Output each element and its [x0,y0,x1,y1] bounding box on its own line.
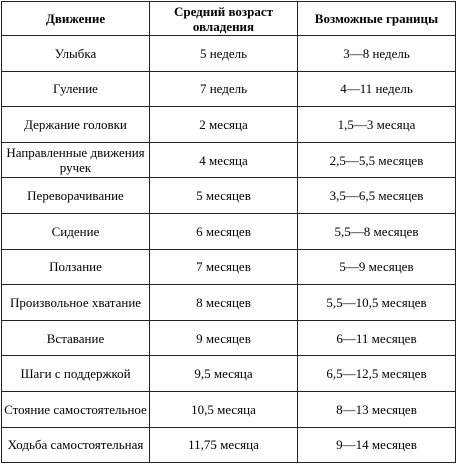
table-row [2,71,456,107]
motor-development-table [1,1,456,463]
cell-movement: Произвольное хватание [2,285,150,321]
table-row [2,427,456,463]
cell-average-age: 8 месяцев [150,285,298,321]
cell-average-age: 10,5 месяца [150,391,298,427]
cell-average-age: 11,75 месяца [150,427,298,463]
header-movement: Движение [2,2,150,36]
cell-movement: Ползание [2,249,150,285]
table-row [2,320,456,356]
cell-movement: Ходьба самостоятельная [2,427,150,463]
cell-possible-range: 2,5—5,5 месяцев [298,142,456,178]
cell-possible-range: 9—14 месяцев [298,427,456,463]
table-row [2,107,456,143]
cell-average-age: 4 месяца [150,142,298,178]
cell-possible-range: 5,5—10,5 месяцев [298,285,456,321]
cell-average-age: 2 месяца [150,107,298,143]
cell-movement: Стояние самостоятельное [2,391,150,427]
cell-possible-range: 5,5—8 месяцев [298,213,456,249]
header-average-age: Средний возраст овладения [150,2,298,36]
cell-movement: Направленные движения ручек [2,142,150,178]
cell-possible-range: 1,5—3 месяца [298,107,456,143]
cell-movement: Сидение [2,213,150,249]
cell-movement: Переворачивание [2,178,150,214]
cell-average-age: 9,5 месяца [150,356,298,392]
cell-possible-range: 3,5—6,5 месяцев [298,178,456,214]
cell-average-age: 7 месяцев [150,249,298,285]
cell-movement: Улыбка [2,36,150,72]
table-row [2,36,456,72]
cell-movement: Гуление [2,71,150,107]
cell-possible-range: 6—11 месяцев [298,320,456,356]
table-row [2,356,456,392]
table-row [2,249,456,285]
table-header-row [2,2,456,36]
cell-possible-range: 6,5—12,5 месяцев [298,356,456,392]
table-row [2,142,456,178]
cell-possible-range: 8—13 месяцев [298,391,456,427]
cell-possible-range: 3—8 недель [298,36,456,72]
table-row [2,213,456,249]
cell-average-age: 9 месяцев [150,320,298,356]
table-row [2,178,456,214]
cell-possible-range: 4—11 недель [298,71,456,107]
table-row [2,285,456,321]
cell-average-age: 5 недель [150,36,298,72]
table-row [2,391,456,427]
cell-possible-range: 5—9 месяцев [298,249,456,285]
cell-average-age: 7 недель [150,71,298,107]
cell-average-age: 6 месяцев [150,213,298,249]
cell-movement: Держание головки [2,107,150,143]
header-possible-range: Возможные границы [298,2,456,36]
cell-movement: Вставание [2,320,150,356]
cell-average-age: 5 месяцев [150,178,298,214]
cell-movement: Шаги с поддержкой [2,356,150,392]
